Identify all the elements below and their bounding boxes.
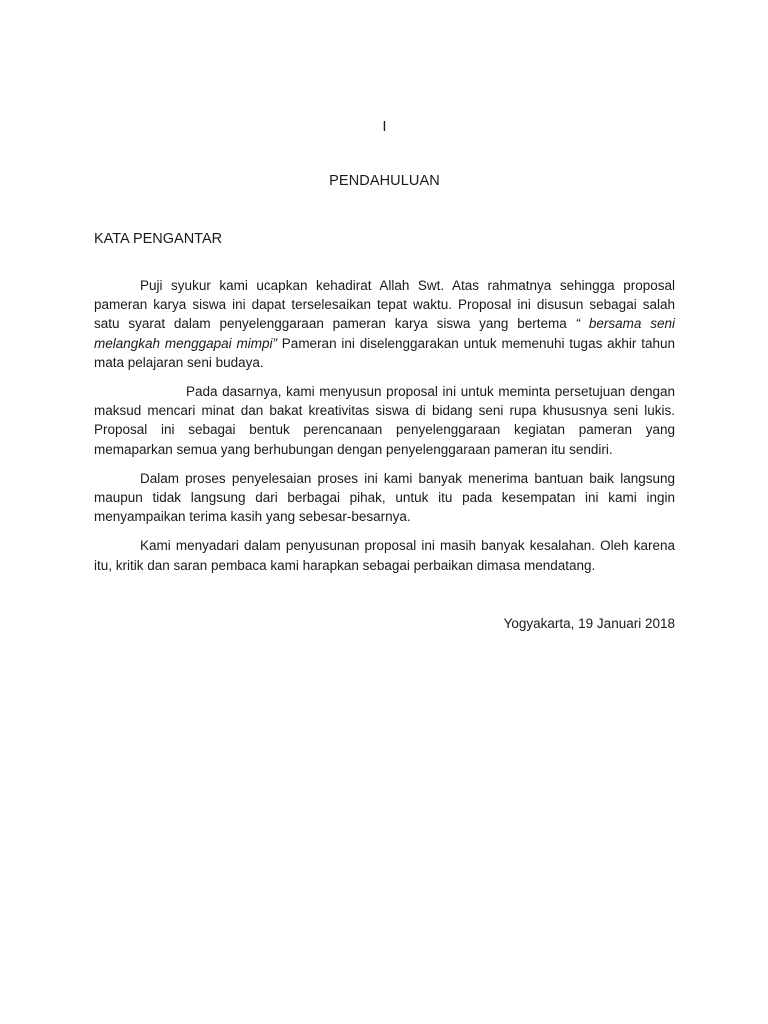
paragraph-4: Kami menyadari dalam penyusunan proposal ini masih banyak kesalahan. Oleh karena itu, kritik dan saran pembaca kami harapkan sebagai perbaikan dimasa mendatang. [94, 538, 675, 573]
paragraph-2: Pada dasarnya, kami menyusun proposal ini untuk meminta persetujuan dengan maksud mencari minat dan bakat kreativitas siswa di bidang seni rupa khususnya seni lukis. Proposal ini sebagai bentuk perencanaan penyelenggaraan kegiatan pameran yang memaparkan semua yang berhubungan dengan penyelenggaraan pameran itu sendiri. [94, 384, 675, 457]
paragraph-1-text-before: Puji syukur kami ucapkan kehadirat Allah Swt. Atas rahmatnya sehingga proposal pameran karya siswa ini dapat terselesaikan tepat waktu. Proposal ini disusun sebagai salah satu syarat dalam penyelenggaraan pameran karya siswa yang bertema [94, 278, 675, 332]
paragraph-1-text-after: Pameran ini diselenggarakan untuk memenuhi tugas akhir tahun mata pelajaran seni budaya. [94, 335, 675, 370]
document-page [94, 0, 675, 1024]
paragraph-1 [94, 276, 675, 372]
paragraph-1-theme: “ bersama seni melangkah menggapai mimpi” [94, 316, 675, 351]
chapter-number: I [382, 118, 387, 135]
body-text [94, 276, 675, 585]
chapter-title: PENDAHULUAN [329, 173, 440, 189]
signature-place-date: Yogyakarta, 19 Januari 2018 [503, 616, 675, 631]
section-title: KATA PENGANTAR [94, 231, 223, 247]
paragraph-3: Dalam proses penyelesaian proses ini kami banyak menerima bantuan baik langsung maupun tidak langsung dari berbagai pihak, untuk itu pada kesempatan ini kami ingin menyampaikan terima kasih yang sebesar-besarnya. [94, 470, 675, 525]
